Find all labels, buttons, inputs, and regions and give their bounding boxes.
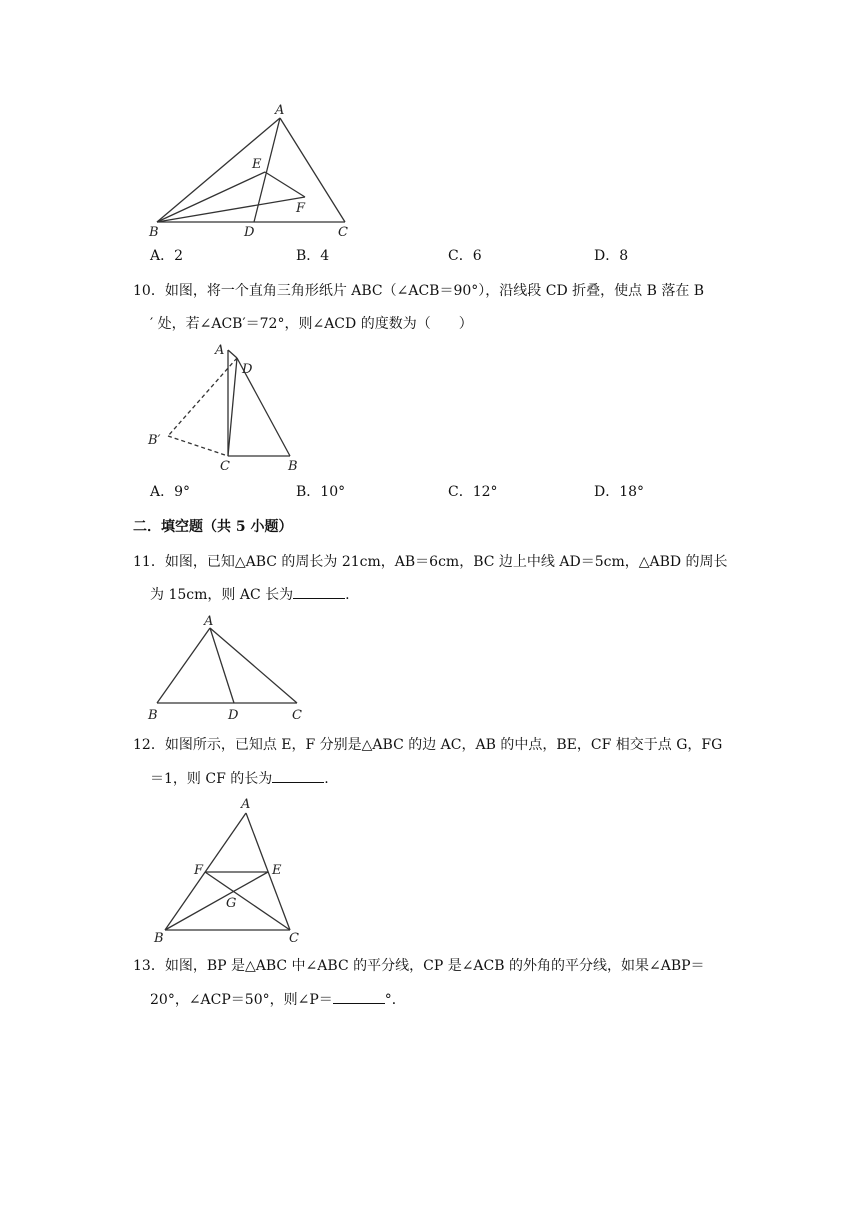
q12-label-c: C [289,931,299,946]
q9-label-e: E [252,157,262,172]
q9-label-f: F [296,201,306,216]
q12-label-e: E [272,863,282,878]
q11-label-c: C [292,708,302,723]
q10-option-c: C．12° [448,484,498,500]
q11-text-line2-pre: 为 15cm，则 AC 长为 [150,587,294,603]
q11-text-line2-post: . [345,587,350,603]
q11-label-b: B [148,708,158,723]
q12-text-line2 [150,768,329,789]
q10-label-c: C [220,459,230,474]
q12-label-a: A [241,797,251,812]
q9-label-d: D [244,225,255,240]
q10-label-b: B [288,459,298,474]
q10-option-d: D．18° [594,484,645,500]
section-fill-in-heading: 二．填空题（共 5 小题） [133,519,293,535]
q11-text-line1: 11．如图，已知△ABC 的周长为 21cm，AB＝6cm，BC 边上中线 AD＝5cm，△ABD 的周长 [133,554,728,570]
q11-text-line2 [150,584,350,605]
q9-label-c: C [338,225,348,240]
q10-label-a: A [215,343,225,358]
q12-label-f: F [194,863,204,878]
q13-text-line2-post: °． [384,992,406,1008]
q10-text-line2: ′ 处，若∠ACB′＝72°，则∠ACD 的度数为（ ） [150,316,473,332]
q12-label-b: B [154,931,164,946]
q12-text-line2-pre: ＝1，则 CF 的长为 [150,771,273,787]
q9-option-d: D．8 [594,248,629,264]
q13-text-line1: 13．如图，BP 是△ABC 中∠ABC 的平分线，CP 是∠ACB 的外角的平分线，如果∠ABP＝ [133,958,705,974]
q12-text-line2-post: . [324,771,329,787]
q10-label-b-prime: B′ [148,433,161,448]
q11-figure [140,610,320,725]
q11-label-a: A [204,614,214,629]
q13-text-line2 [150,989,406,1010]
q10-label-d: D [242,362,253,377]
q12-answer-blank[interactable] [272,768,324,783]
q9-option-a: A．2 [150,248,184,264]
q9-label-b: B [149,225,159,240]
q9-option-c: C．6 [448,248,482,264]
q11-label-d: D [228,708,239,723]
q12-figure [140,790,320,950]
q10-option-a: A．9° [150,484,191,500]
q9-figure [140,100,360,240]
q13-text-line2-pre: 20°，∠ACP＝50°，则∠P＝ [150,992,333,1008]
q10-option-b: B．10° [296,484,346,500]
q10-text-line1: 10．如图，将一个直角三角形纸片 ABC（∠ACB＝90°），沿线段 CD 折叠，使点 B 落在 B [133,283,705,299]
q9-label-a: A [275,103,285,118]
q9-option-b: B．4 [296,248,330,264]
q12-label-g: G [226,896,237,911]
q11-answer-blank[interactable] [293,584,345,599]
q13-answer-blank[interactable] [333,989,385,1004]
q10-figure [140,338,340,478]
q12-text-line1: 12．如图所示，已知点 E，F 分别是△ABC 的边 AC，AB 的中点，BE，CF 相交于点 G，FG [133,737,723,753]
